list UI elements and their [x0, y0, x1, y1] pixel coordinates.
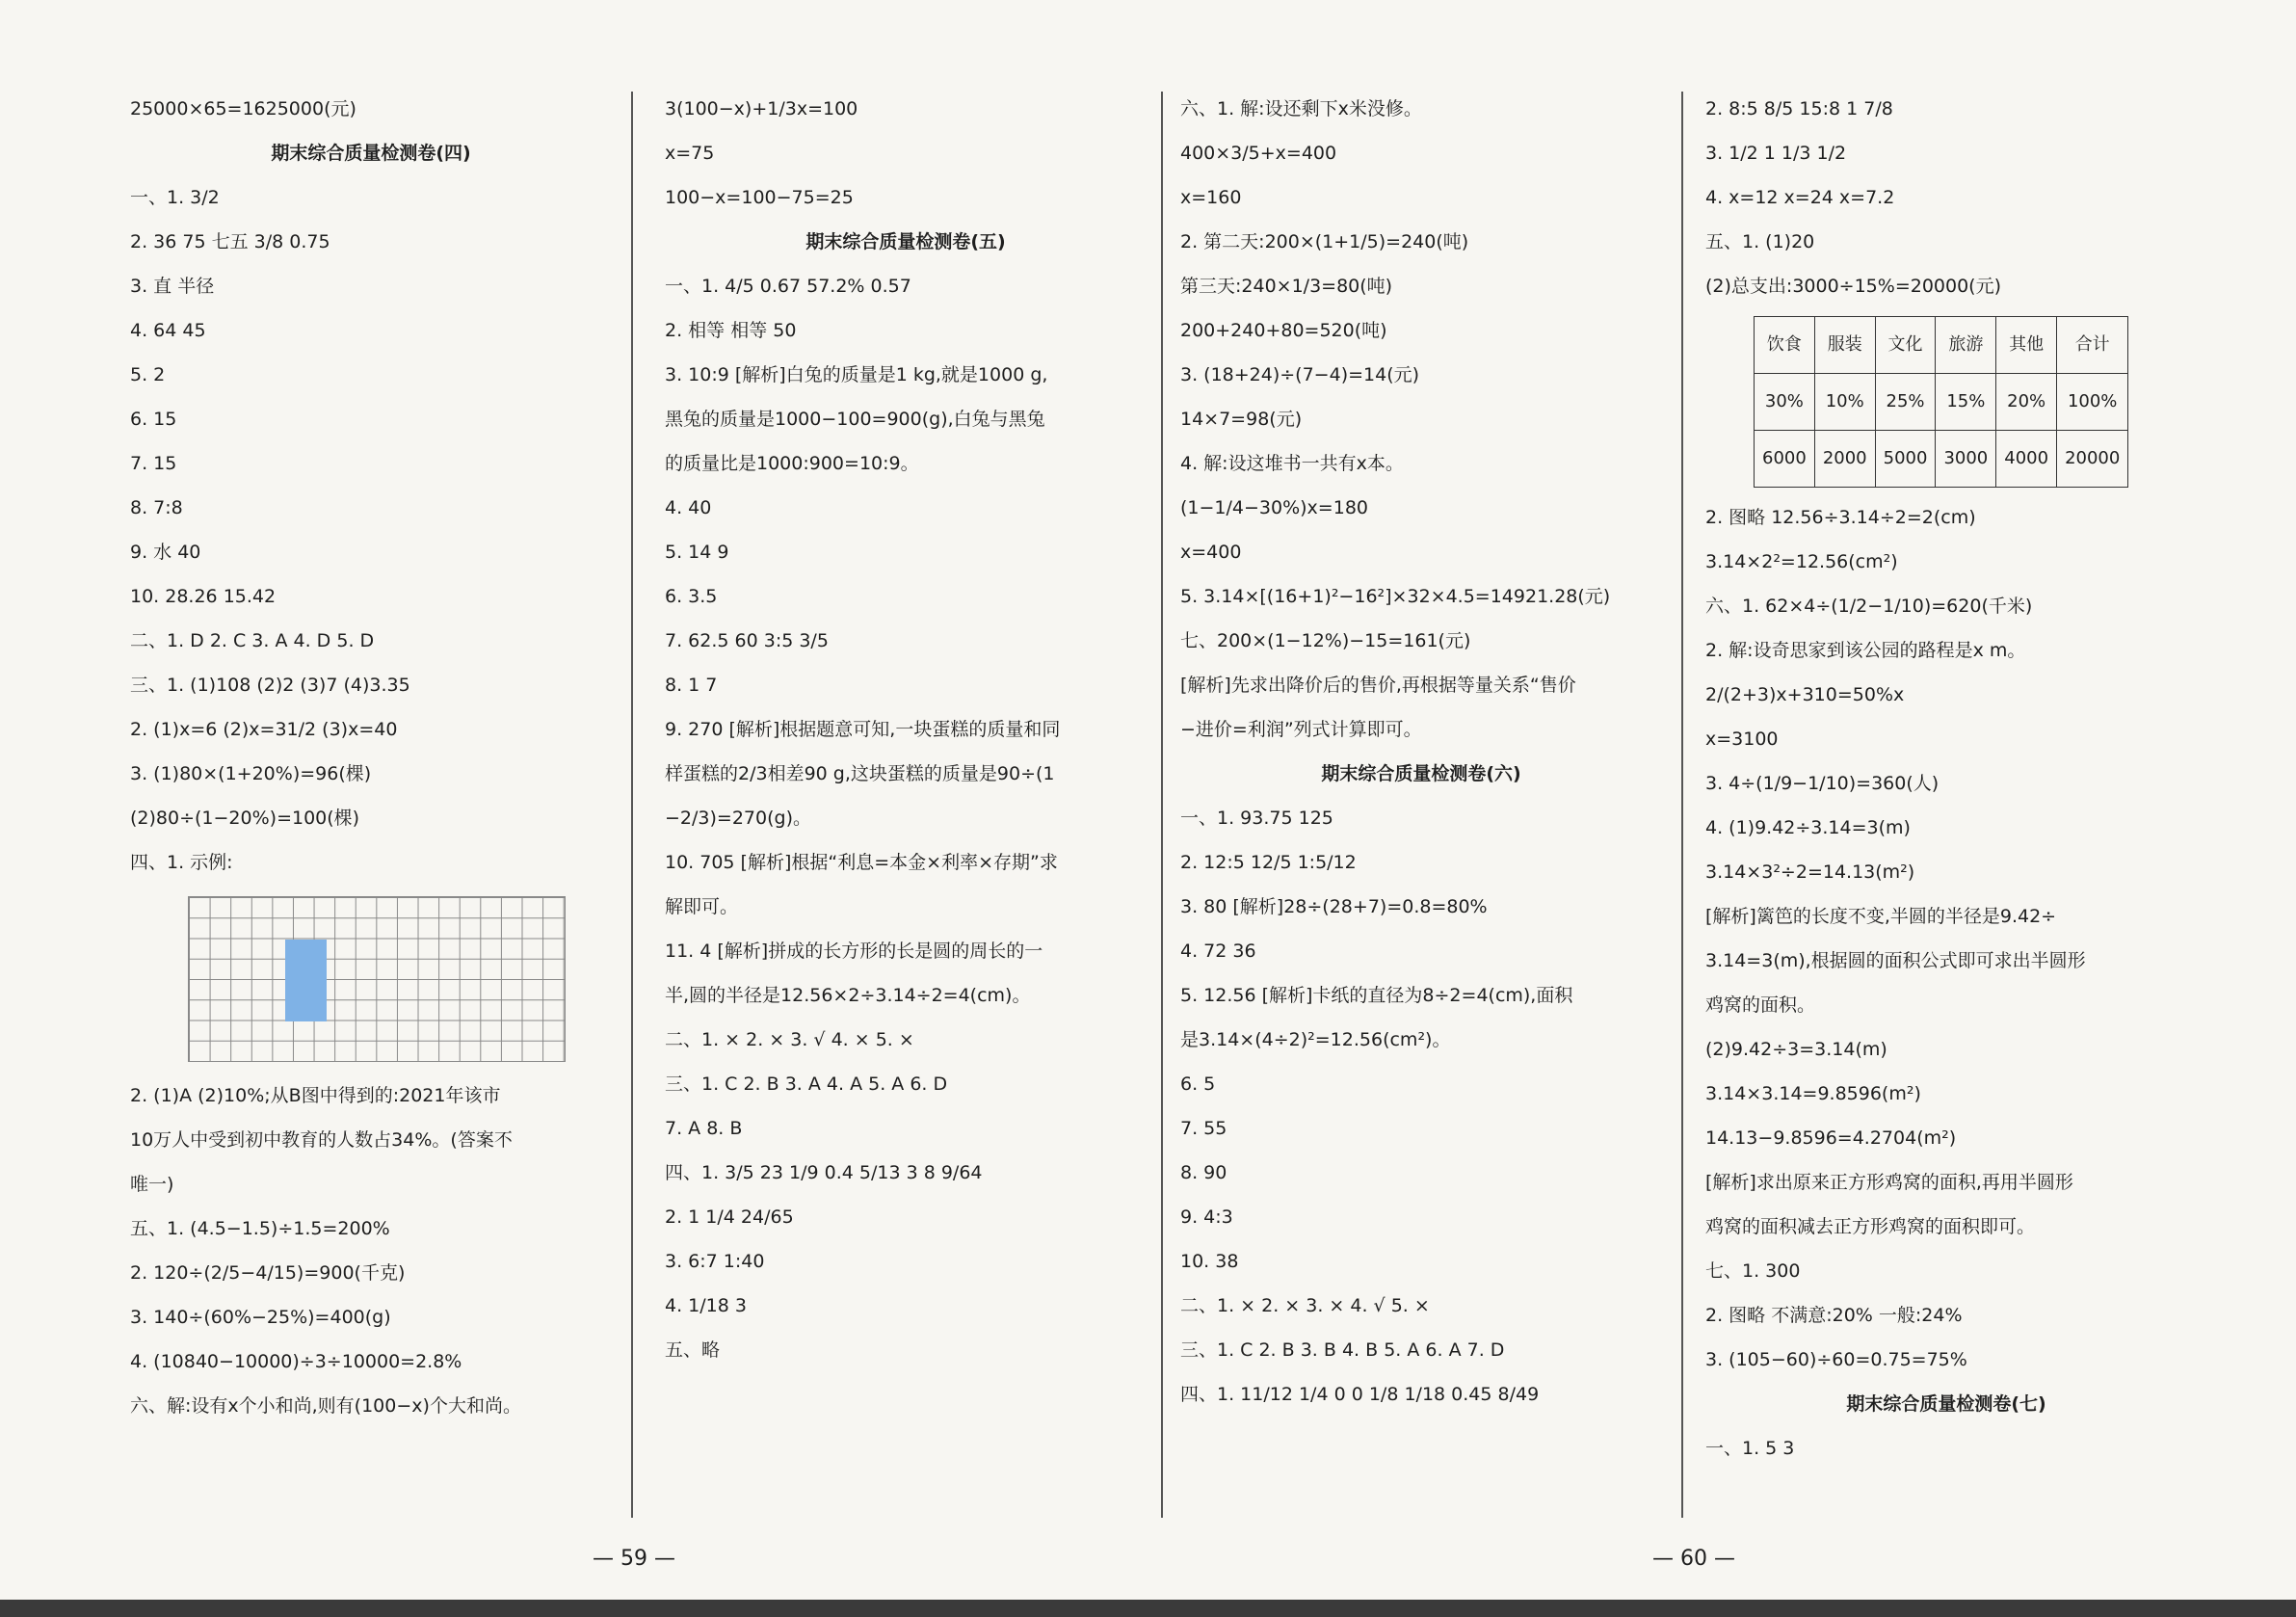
column-divider	[631, 92, 633, 1518]
section-title: 期末综合质量检测卷(五)	[805, 231, 1006, 252]
answer-line: 3. (18+24)÷(7−4)=14(元)	[1180, 364, 1420, 385]
answer-line: [解析]篱笆的长度不变,半圆的半径是9.42÷	[1705, 906, 2057, 927]
answer-line: 三、1. (1)108 (2)2 (3)7 (4)3.35	[130, 675, 410, 696]
table-cell: 4000	[1996, 431, 2057, 488]
answer-line: 五、略	[665, 1339, 721, 1361]
answer-line: −进价=利润”列式计算即可。	[1180, 719, 1422, 740]
table-cell: 100%	[2057, 374, 2128, 431]
answer-line: 三、1. C 2. B 3. B 4. B 5. A 6. A 7. D	[1180, 1339, 1505, 1361]
answer-line: 8. 7:8	[130, 497, 183, 518]
answer-line: 二、1. × 2. × 3. √ 4. × 5. ×	[665, 1029, 914, 1050]
answer-line: 4. x=12 x=24 x=7.2	[1705, 187, 1895, 208]
table-cell: 旅游	[1936, 317, 1996, 374]
answer-line: 6. 15	[130, 409, 177, 430]
answer-line: 2. 1 1/4 24/65	[665, 1206, 794, 1228]
answer-line: 2. 解:设奇思家到该公园的路程是x m。	[1705, 640, 2026, 661]
answer-line: (2)80÷(1−20%)=100(棵)	[130, 808, 360, 829]
answer-line: 3.14=3(m),根据圆的面积公式即可求出半圆形	[1705, 950, 2086, 971]
answer-line: 的质量比是1000:900=10:9。	[665, 453, 919, 474]
answer-line: 5. 3.14×[(16+1)²−16²]×32×4.5=14921.28(元)	[1180, 586, 1611, 607]
answer-line: 六、1. 62×4÷(1/2−1/10)=620(千米)	[1705, 596, 2033, 617]
answer-line: 3. 1/2 1 1/3 1/2	[1705, 143, 1847, 164]
table-cell: 文化	[1875, 317, 1936, 374]
answer-line: 2. 图略 12.56÷3.14÷2=2(cm)	[1705, 507, 1976, 528]
column-divider	[1161, 92, 1163, 1518]
answer-line: 唯一)	[130, 1174, 174, 1195]
table-cell: 10%	[1814, 374, 1875, 431]
table-cell: 6000	[1755, 431, 1815, 488]
answer-line: 样蛋糕的2/3相差90 g,这块蛋糕的质量是90÷(1	[665, 763, 1055, 784]
answer-line: 4. (10840−10000)÷3÷10000=2.8%	[130, 1351, 462, 1372]
answer-line: 一、1. 4/5 0.67 57.2% 0.57	[665, 276, 911, 297]
answer-line: 七、1. 300	[1705, 1260, 1801, 1282]
answer-line: 3. (1)80×(1+20%)=96(棵)	[130, 763, 372, 784]
answer-line: 7. A 8. B	[665, 1118, 743, 1139]
answer-line: 4. 72 36	[1180, 941, 1256, 962]
answer-line: 4. 1/18 3	[665, 1295, 747, 1316]
answer-line: 第三天:240×1/3=80(吨)	[1180, 276, 1393, 297]
answer-column-1	[130, 87, 612, 1428]
answer-line: 2. 相等 相等 50	[665, 320, 797, 341]
answer-line: 六、解:设有x个小和尚,则有(100−x)个大和尚。	[130, 1395, 521, 1417]
answer-line: 解即可。	[665, 896, 739, 917]
answer-line: 三、1. C 2. B 3. A 4. A 5. A 6. D	[665, 1074, 948, 1095]
expense-table	[1754, 316, 2128, 488]
answer-line: 一、1. 3/2	[130, 187, 220, 208]
table-cell: 饮食	[1755, 317, 1815, 374]
answer-line: 10. 38	[1180, 1251, 1239, 1272]
answer-line: 9. 4:3	[1180, 1206, 1233, 1228]
answer-line: x=400	[1180, 542, 1242, 563]
answer-line: 400×3/5+x=400	[1180, 143, 1337, 164]
table-cell: 30%	[1755, 374, 1815, 431]
answer-line: 3.14×2²=12.56(cm²)	[1705, 551, 1898, 572]
answer-line: 3(100−x)+1/3x=100	[665, 98, 858, 119]
answer-line: 半,圆的半径是12.56×2÷3.14÷2=4(cm)。	[665, 985, 1031, 1006]
answer-line: 2. (1)x=6 (2)x=31/2 (3)x=40	[130, 719, 398, 740]
answer-line: 3. 10:9 [解析]白兔的质量是1 kg,就是1000 g,	[665, 364, 1048, 385]
table-cell: 25%	[1875, 374, 1936, 431]
answer-line: 是3.14×(4÷2)²=12.56(cm²)。	[1180, 1029, 1451, 1050]
answer-line: 8. 90	[1180, 1162, 1227, 1183]
answer-line: 7. 62.5 60 3:5 3/5	[665, 630, 829, 651]
answer-line: 3. 6:7 1:40	[665, 1251, 765, 1272]
answer-line: 四、1. 3/5 23 1/9 0.4 5/13 3 8 9/64	[665, 1162, 983, 1183]
section-title: 期末综合质量检测卷(六)	[1321, 763, 1521, 784]
answer-line: 3. 4÷(1/9−1/10)=360(人)	[1705, 773, 1940, 794]
answer-column-4	[1705, 87, 2187, 1471]
answer-line: [解析]先求出降价后的售价,再根据等量关系“售价	[1180, 675, 1576, 696]
answer-line: 10. 28.26 15.42	[130, 586, 277, 607]
answer-line: 2. 120÷(2/5−4/15)=900(千克)	[130, 1262, 406, 1284]
answer-line: 9. 270 [解析]根据题意可知,一块蛋糕的质量和同	[665, 719, 1061, 740]
table-cell: 5000	[1875, 431, 1936, 488]
answer-line: 7. 15	[130, 453, 177, 474]
page-number-right: — 60 —	[1652, 1547, 1735, 1571]
answer-line: 2. 第二天:200×(1+1/5)=240(吨)	[1180, 231, 1469, 252]
answer-line: (2)总支出:3000÷15%=20000(元)	[1705, 276, 2002, 297]
answer-line: 10. 705 [解析]根据“利息=本金×利率×存期”求	[665, 852, 1058, 873]
answer-line: 2. 12:5 12/5 1:5/12	[1180, 852, 1357, 873]
answer-line: 25000×65=1625000(元)	[130, 98, 356, 119]
answer-line: 七、200×(1−12%)−15=161(元)	[1180, 630, 1471, 651]
answer-line: x=3100	[1705, 729, 1779, 750]
answer-line: 5. 2	[130, 364, 166, 385]
answer-line: (2)9.42÷3=3.14(m)	[1705, 1039, 1887, 1060]
answer-line: 六、1. 解:设还剩下x米没修。	[1180, 98, 1422, 119]
answer-line: 100−x=100−75=25	[665, 187, 854, 208]
answer-line: 200+240+80=520(吨)	[1180, 320, 1387, 341]
table-cell: 15%	[1936, 374, 1996, 431]
section-title: 期末综合质量检测卷(四)	[271, 143, 471, 164]
answer-line: 鸡窝的面积。	[1705, 994, 1816, 1016]
answer-line: 一、1. 93.75 125	[1180, 808, 1333, 829]
answer-line: 4. 40	[665, 497, 712, 518]
answer-line: 2. 图略 不满意:20% 一般:24%	[1705, 1305, 1963, 1326]
section-title: 期末综合质量检测卷(七)	[1846, 1393, 2046, 1415]
scan-edge	[0, 1600, 2296, 1617]
answer-line: 14.13−9.8596=4.2704(m²)	[1705, 1127, 1957, 1149]
table-cell: 2000	[1814, 431, 1875, 488]
table-cell: 服装	[1814, 317, 1875, 374]
answer-line: 黑兔的质量是1000−100=900(g),白兔与黑兔	[665, 409, 1045, 430]
answer-line: (1−1/4−30%)x=180	[1180, 497, 1368, 518]
page-number-left: — 59 —	[593, 1547, 675, 1571]
answer-line: 3. 直 半径	[130, 276, 215, 297]
answer-line: 9. 水 40	[130, 542, 201, 563]
answer-line: 2. 36 75 七五 3/8 0.75	[130, 231, 330, 252]
table-cell: 合计	[2057, 317, 2128, 374]
answer-line: 2. (1)A (2)10%;从B图中得到的:2021年该市	[130, 1085, 501, 1106]
answer-line: 11. 4 [解析]拼成的长方形的长是圆的周长的一	[665, 941, 1043, 962]
column-divider	[1681, 92, 1683, 1518]
answer-line: 5. 14 9	[665, 542, 729, 563]
answer-line: x=160	[1180, 187, 1242, 208]
answer-line: 14×7=98(元)	[1180, 409, 1303, 430]
answer-line: 10万人中受到初中教育的人数占34%。(答案不	[130, 1129, 513, 1151]
answer-line: 7. 55	[1180, 1118, 1227, 1139]
answer-line: 5. 12.56 [解析]卡纸的直径为8÷2=4(cm),面积	[1180, 985, 1573, 1006]
answer-line: 3. (105−60)÷60=0.75=75%	[1705, 1349, 1967, 1370]
answer-line: 二、1. × 2. × 3. × 4. √ 5. ×	[1180, 1295, 1430, 1316]
answer-line: 4. 64 45	[130, 320, 206, 341]
answer-line: 6. 5	[1180, 1074, 1216, 1095]
table-cell: 3000	[1936, 431, 1996, 488]
answer-line: x=75	[665, 143, 715, 164]
answer-line: 3.14×3.14=9.8596(m²)	[1705, 1083, 1921, 1104]
answer-line: −2/3)=270(g)。	[665, 808, 811, 829]
answer-line: 五、1. (1)20	[1705, 231, 1815, 252]
answer-line: 4. 解:设这堆书一共有x本。	[1180, 453, 1404, 474]
answer-line: 二、1. D 2. C 3. A 4. D 5. D	[130, 630, 375, 651]
answer-line: 8. 1 7	[665, 675, 718, 696]
answer-line: 3.14×3²÷2=14.13(m²)	[1705, 862, 1915, 883]
answer-line: 四、1. 11/12 1/4 0 0 1/8 1/18 0.45 8/49	[1180, 1384, 1540, 1405]
table-cell: 20000	[2057, 431, 2128, 488]
table-cell: 20%	[1996, 374, 2057, 431]
answer-line: 6. 3.5	[665, 586, 718, 607]
answer-line: 一、1. 5 3	[1705, 1438, 1795, 1459]
answer-column-2	[665, 87, 1147, 1372]
answer-line: 4. (1)9.42÷3.14=3(m)	[1705, 817, 1911, 838]
answer-line: 2/(2+3)x+310=50%x	[1705, 684, 1905, 705]
answer-line: 3. 80 [解析]28÷(28+7)=0.8=80%	[1180, 896, 1488, 917]
answer-line: 五、1. (4.5−1.5)÷1.5=200%	[130, 1218, 390, 1239]
answer-line: [解析]求出原来正方形鸡窝的面积,再用半圆形	[1705, 1172, 2073, 1193]
answer-column-3	[1180, 87, 1662, 1417]
answer-line: 2. 8:5 8/5 15:8 1 7/8	[1705, 98, 1893, 119]
table-cell: 其他	[1996, 317, 2057, 374]
answer-line: 鸡窝的面积减去正方形鸡窝的面积即可。	[1705, 1216, 2036, 1237]
answer-line: 3. 140÷(60%−25%)=400(g)	[130, 1307, 391, 1328]
answer-line: 四、1. 示例:	[130, 852, 233, 873]
example-grid	[188, 896, 566, 1062]
shaded-rectangle	[285, 940, 327, 1021]
